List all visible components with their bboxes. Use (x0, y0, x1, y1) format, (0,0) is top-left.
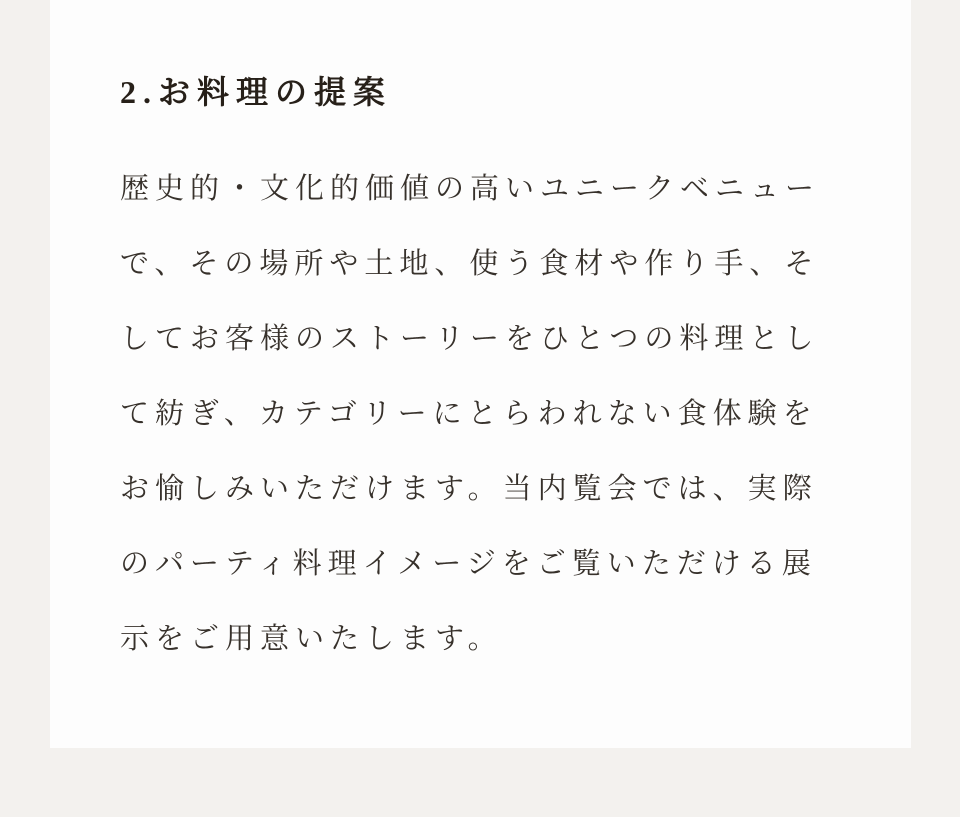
paragraph-line: 歴史的・文化的価値の高いユニークベニュー (120, 173, 821, 205)
paragraph-line: 示をご用意いたします。 (120, 623, 503, 655)
paragraph-line: お愉しみいただけます。当内覧会では、実際 (120, 473, 818, 505)
paragraph-line: のパーティ料理イメージをご覧いただける展 (120, 548, 817, 580)
paragraph-line: で、その場所や土地、使う食材や作り手、そ (120, 248, 820, 280)
content-card (50, 0, 911, 748)
paragraph-line: て紡ぎ、カテゴリーにとらわれない食体験を (120, 398, 818, 430)
body-paragraph (120, 152, 841, 677)
section-heading: 2.お料理の提案 (120, 74, 393, 110)
paragraph-line: してお客様のストーリーをひとつの料理とし (120, 323, 820, 355)
